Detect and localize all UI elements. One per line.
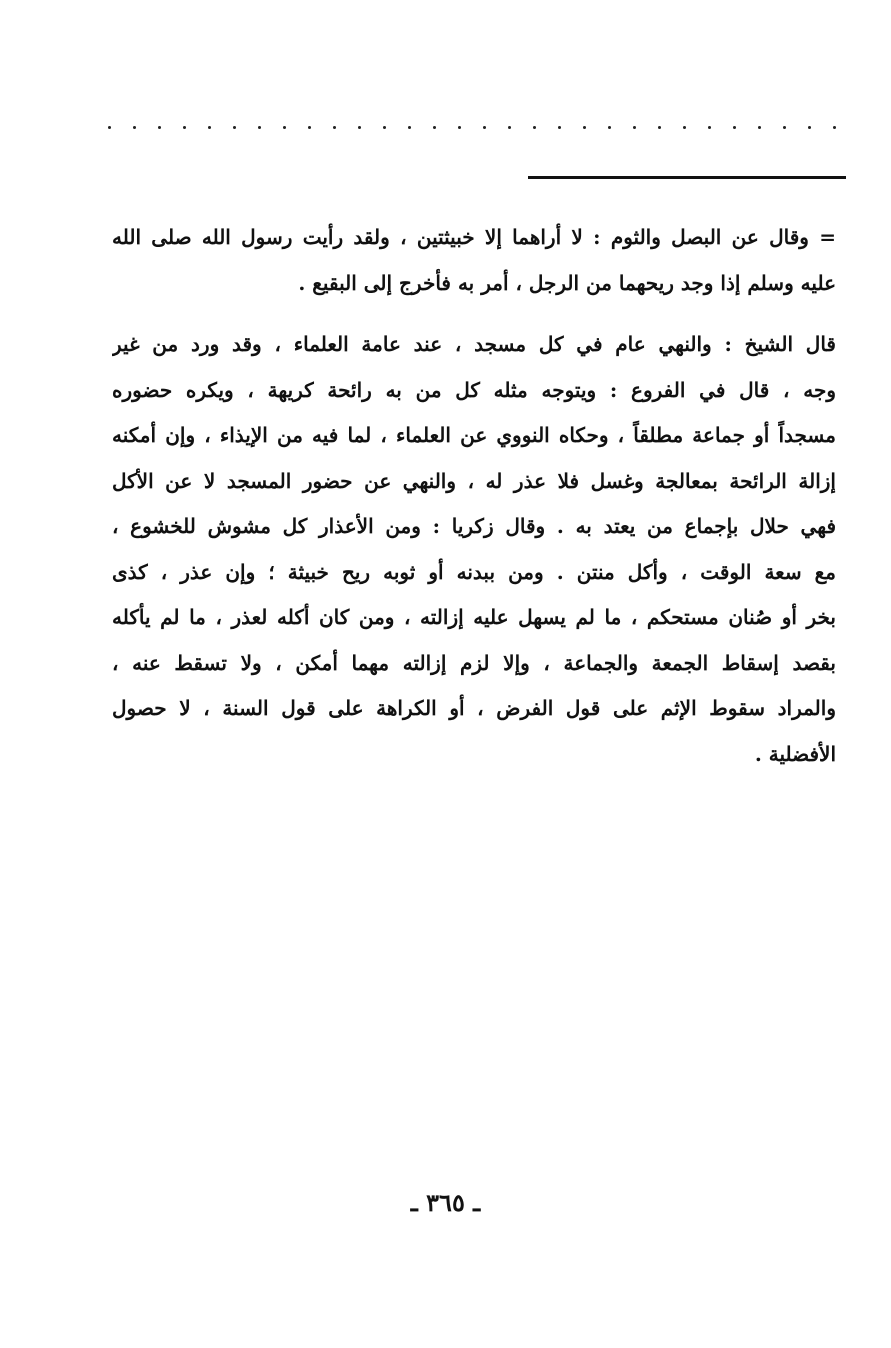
leader-dot bbox=[133, 126, 136, 129]
leader-dot bbox=[783, 126, 786, 129]
text-line: عليه وسلم إذا وجد ريحهما من الرجل ، أمر به فأخرج إلى البقيع . bbox=[298, 270, 836, 295]
leader-dot bbox=[183, 126, 186, 129]
leader-dot bbox=[658, 126, 661, 129]
leader-dot bbox=[308, 126, 311, 129]
leader-dot bbox=[383, 126, 386, 129]
text-line: = وقال عن البصل والثوم : لا أراهما إلا خبيثتين ، ولقد رأيت رسول الله صلى الله bbox=[112, 225, 836, 249]
leader-dot bbox=[458, 126, 461, 129]
leader-dot bbox=[608, 126, 611, 129]
leader-dot bbox=[108, 126, 111, 129]
text-line: بقصد إسقاط الجمعة والجماعة ، وإلا لزم إزالته مهما أمكن ، ولا تسقط عنه ، bbox=[112, 650, 836, 675]
leader-dot bbox=[408, 126, 411, 129]
leader-dot bbox=[208, 126, 211, 129]
leader-dot bbox=[483, 126, 486, 129]
footnote-separator-rule bbox=[528, 176, 846, 179]
text-line: فهي حلال بإجماع من يعتد به . وقال زكريا : ومن الأعذار كل مشوش للخشوع ، bbox=[112, 514, 836, 538]
leader-dot bbox=[808, 126, 811, 129]
leader-dot bbox=[708, 126, 711, 129]
leader-dot bbox=[283, 126, 286, 129]
leader-dot bbox=[633, 126, 636, 129]
text-line: إزالة الرائحة بمعالجة وغسل فلا عذر له ، والنهي عن حضور المسجد لا عن الأكل bbox=[112, 468, 836, 493]
leader-dot bbox=[583, 126, 586, 129]
dot-leader bbox=[108, 112, 836, 142]
leader-dot bbox=[558, 126, 561, 129]
leader-dot bbox=[358, 126, 361, 129]
text-line: بخر أو صُنان مستحكم ، ما لم يسهل عليه إزالته ، ومن كان أكله لعذر ، ما لم يأكله bbox=[112, 605, 836, 629]
leader-dot bbox=[533, 126, 536, 129]
text-line: قال الشيخ : والنهي عام في كل مسجد ، عند عامة العلماء ، وقد ورد من غير bbox=[112, 332, 836, 356]
leader-dot bbox=[333, 126, 336, 129]
leader-dot bbox=[833, 126, 836, 129]
leader-dot bbox=[433, 126, 436, 129]
leader-dot bbox=[758, 126, 761, 129]
footnote-continuation bbox=[112, 215, 836, 306]
leader-dot bbox=[683, 126, 686, 129]
leader-dot bbox=[158, 126, 161, 129]
text-line: والمراد سقوط الإثم على قول الفرض ، أو الكراهة على قول السنة ، لا حصول bbox=[112, 696, 836, 720]
leader-dot bbox=[233, 126, 236, 129]
leader-dot bbox=[258, 126, 261, 129]
text-line: وجه ، قال في الفروع : ويتوجه مثله كل من به رائحة كريهة ، ويكره حضوره bbox=[112, 377, 836, 402]
leader-dot bbox=[508, 126, 511, 129]
commentary-paragraph bbox=[112, 322, 836, 777]
text-line: الأفضلية . bbox=[754, 741, 836, 766]
text-line: مسجداً أو جماعة مطلقاً ، وحكاه النووي عن العلماء ، لما فيه من الإيذاء ، وإن أمكنه bbox=[112, 423, 836, 447]
leader-dot bbox=[733, 126, 736, 129]
text-line: مع سعة الوقت ، وأكل منتن . ومن ببدنه أو ثوبه ريح خبيثة ؛ وإن عذر ، كذى bbox=[112, 559, 836, 584]
page-number: ـ ٣٦٥ ـ bbox=[410, 1188, 481, 1217]
